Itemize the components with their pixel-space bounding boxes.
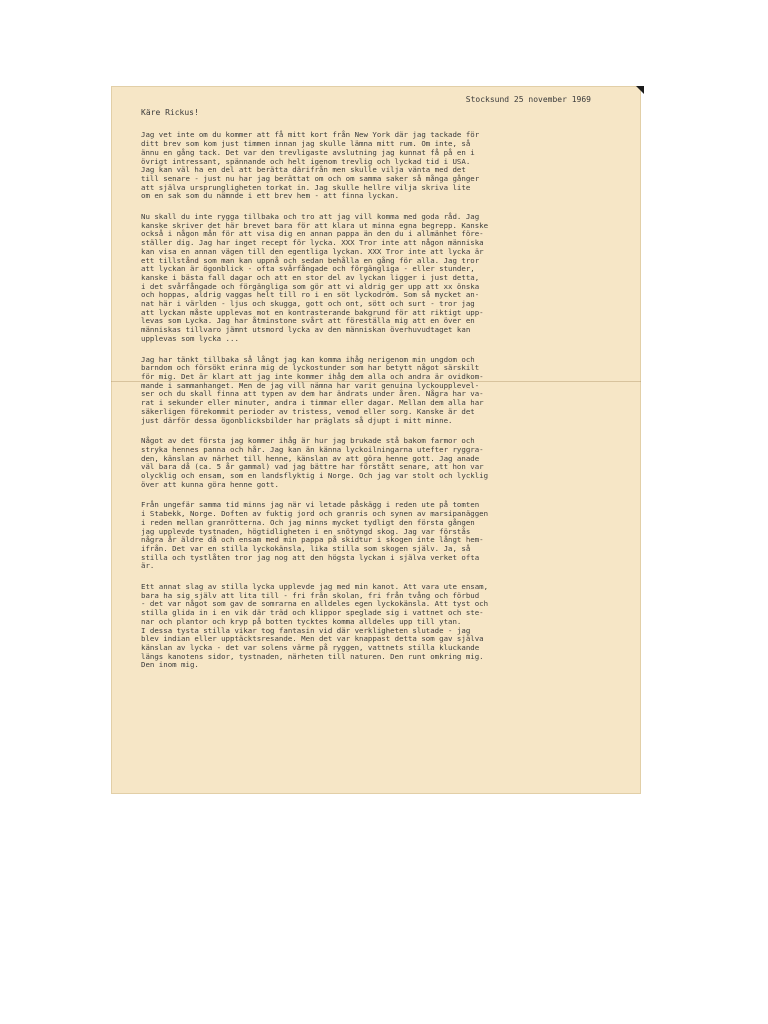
letter-paragraph-5: Från ungefär samma tid minns jag när vi letade påskägg i reden ute på tomten i Stabekk, Norge. Doften av fuktig jord och granris och synen av marsipanäggen i reden mellan granrötterna. Och jag minns mycket tydligt den första gången jag upplevde tystnaden, högtidligheten i en snötyngd skog. Jag var förstås några år äldre då och ensam med min pappa på skidtur i skogen inte långt hem- ifrån. Det var en stilla lyckokänsla, lika stilla som skogen själv. Ja, så stilla och tystlåten tror jag nog att den högsta lyckan i själva verket ofta är. — [141, 500, 489, 571]
letter-paragraph-1: Jag vet inte om du kommer att få mitt kort från New York där jag tackade för ditt brev som kom just timmen innan jag skulle lämna mitt rum. Om inte, så ännu en gång tack. Det var den trevligaste avslutning jag kunnat få på en i övrigt intressant, spännande och helt igenom trevlig och lyckad tid i USA. Jag kan väl ha en del att berätta därifrån men skulle vilja vänta med det till senare - just nu har jag berättat om och om samma saker så många gånger att själva ursprungligheten torkat in. Jag skulle hellre vilja skriva lite om en sak som du nämnde i ett brev hem - att finna lyckan. — [141, 130, 480, 201]
letter-paragraph-3: Jag har tänkt tillbaka så långt jag kan komma ihåg nerigenom min ungdom och barndom och försökt erinra mig de lyckostunder som har betytt något särskilt för mig. Det är klart att jag inte kommer ihåg dem alla och andra är ovidkom- mande i sammanhanget. Men de jag vill nämna har varit genuina lyckoupplevel- ser och du skall finna att typen av dem har ändrats under åren. Några har va- rat i sekunder eller minuter, andra i timmar eller dagar. Mellan dem alla har säkerligen förekommit perioder av tristess, vemod eller sorg. Kanske är det just därför dessa ögonblicksbilder har präglats så djupt i mitt minne. — [141, 354, 484, 425]
letter-paragraph-4: Något av det första jag kommer ihåg är hur jag brukade stå bakom farmor och stryka hennes panna och hår. Jag kan än känna lyckoilningarna utefter ryggra- den, känslan av närhet till henne, känslan av att göra henne gott. Jag anade väl bara då (ca. 5 år gammal) vad jag bättre har förstått senare, att hon var olycklig och ensam, som en landsflyktig i Norge. Och jag var stolt och lycklig över att kunna göra henne gott. — [141, 436, 489, 489]
letter-paragraph-6: Ett annat slag av stilla lycka upplevde jag med min kanot. Att vara ute ensam, bara ha sig själv att lita till - fri från skolan, fri från tvång och förbud - det var något som gav de somrarna en alldeles egen lyckokänsla. Att tyst och stilla glida in i en vik där träd och klippor speglade sig i vattnet och ste- nar och plantor och kryp på botten tycktes komma alldeles upp till ytan. I dessa tysta stilla vikar tog fantasin vid där verkligheten slutade - jag blev indian eller upptäcktsresande. Men det var knappast detta som gav själva känslan av lycka - det var solens värme på ryggen, vattnets stilla kluckande längs kanotens sidor, tystnaden, närheten till naturen. Den runt omkring mig. Den inom mig. — [141, 582, 489, 670]
letter-date: Stocksund 25 november 1969 — [465, 95, 591, 104]
letter-page — [111, 86, 641, 794]
letter-salutation: Käre Rickus! — [141, 107, 199, 117]
letter-paragraph-2: Nu skall du inte rygga tillbaka och tro att jag vill komma med goda råd. Jag kanske skriver det här brevet bara för att klara ut minna egna begrepp. Kanske också i någon mån för att visa dig en annan pappa än den du i allmänhet före- ställer dig. Jag har inget recept för lycka. XXX Tror inte att någon människa kan visa en annan vägen till den egentliga lyckan. XXX Tror inte att lycka är ett tillstånd som man kan uppnå och sedan behålla en gång för alla. Jag tror att lyckan är ögonblick - ofta svårfångade och förgängliga - eller stunder, kanske i bästa fall dagar och att en stor del av lyckan ligger i just detta, i det svårfångade och förgängliga som gör att vi aldrig ger upp att xx önska och hoppas, aldrig vaggas helt till ro i en söt lyckodröm. Som så mycket an- nat här i världen - ljus och skugga, gott och ont, sött och surt - tror jag att lyckan måste upplevas mot en kontrasterande bakgrund för att riktigt upp- levas som Lycka. Jag har åtminstone svårt att föreställa mig att en över en människas tillvaro jämnt utsmord lycka av den människan överhuvudtaget kan upplevas som lycka ... — [141, 212, 489, 343]
